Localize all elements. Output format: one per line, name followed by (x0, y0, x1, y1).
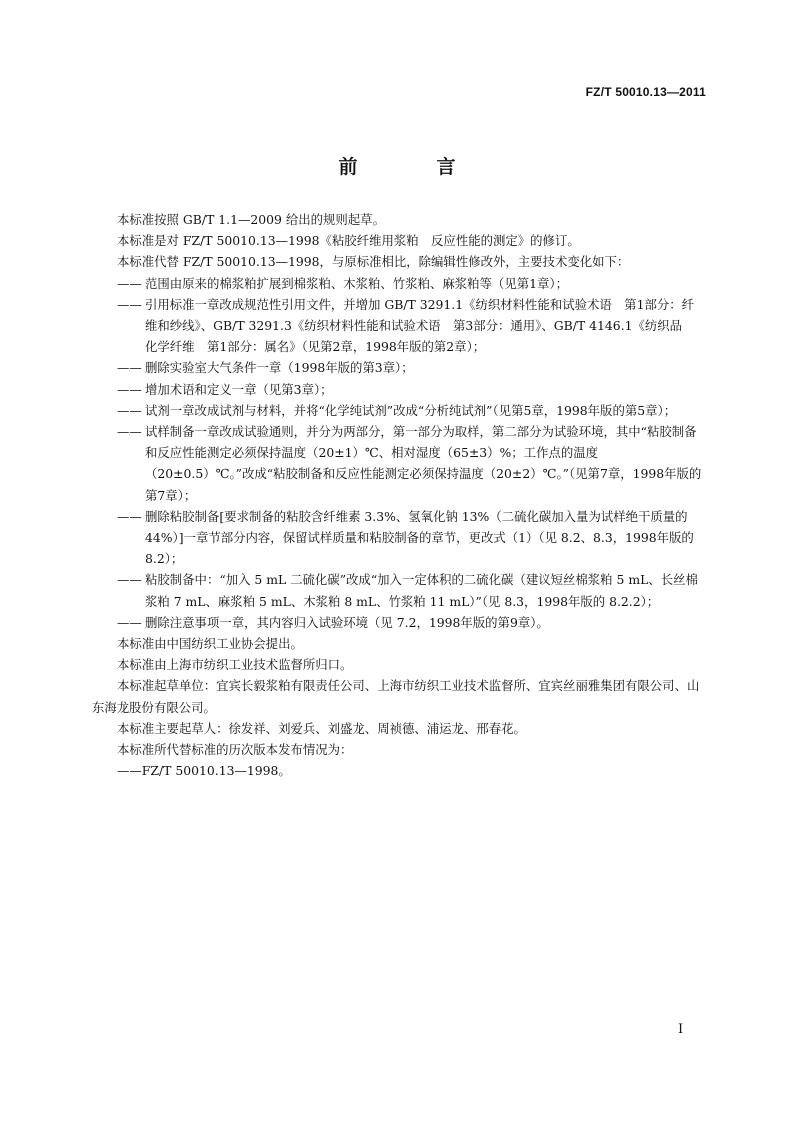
paragraph-history-intro: 本标准所代替标准的历次版本发布情况为： (117, 742, 353, 758)
page-title: 前 言 (338, 156, 486, 178)
list-item (117, 294, 705, 358)
dash-marker: —— (117, 572, 142, 588)
list-item (117, 612, 705, 633)
list-item-text: 试剂一章改成试剂与材料，并将“化学纯试剂”改成“分析纯试剂”（见第5章，1998年版的第5章）； (145, 402, 677, 418)
list-item-text: 删除注意事项一章，其内容归入试验环境（见 7.2，1998年版的第9章）。 (145, 614, 549, 630)
paragraph-drafting-rules: 本标准按照 GB/T 1.1—2009 给出的规则起草。 (117, 212, 385, 227)
list-item-text: 删除实验室大气条件一章（1998年版的第3章）； (145, 360, 414, 376)
document-code: FZ/T 50010.13—2011 (585, 85, 706, 99)
list-item (117, 400, 705, 421)
list-item (117, 273, 705, 294)
paragraph-responsible: 本标准由上海市纺织工业技术监督所归口。 (117, 657, 353, 673)
dash-marker: —— (117, 360, 142, 376)
paragraph-drafters: 本标准主要起草人：徐发祥、刘爱兵、刘盛龙、周祯德、浦运龙、邢春花。 (117, 720, 526, 736)
list-item-text: 试样制备一章改成试验通则，并分为两部分，第一部分为取样，第二部分为试验环境，其中“粘胶制备和反应性能测定必须保持温度（20±1）℃、相对湿度（65±3）%；工作点的温度（20±0.5）℃。”改成“粘胶制备和反应性能测定必须保持温度（20±2）℃。”（见第7章，1998年版的第7章）； (145, 424, 702, 503)
dash-marker: —— (117, 614, 142, 630)
dash-marker: —— (117, 508, 142, 524)
history-item (117, 760, 705, 781)
list-item-text: 引用标准一章改成规范性引用文件，并增加 GB/T 3291.1《纺织材料性能和试验术语 第1部分：纤维和纱线》、GB/T 3291.3《纺织材料性能和试验术语 第3部分：通用》、GB/T 4146.1《纺织品 化学纤维 第1部分：属名》（见第2章，1998年版的第2章）； (145, 296, 695, 355)
dash-marker: —— (117, 275, 142, 291)
page-number: I (678, 1022, 684, 1037)
list-item (117, 569, 705, 611)
foreword-body (92, 209, 705, 781)
paragraph-drafting-units: 本标准起草单位：宜宾长毅浆粕有限责任公司、上海市纺织工业技术监督所、宜宾丝丽雅集团有限公司、山东海龙股份有限公司。 (92, 678, 700, 715)
paragraph-revision: 本标准是对 FZ/T 50010.13—1998《粘胶纤维用浆粕 反应性能的测定》的修订。 (117, 233, 580, 249)
list-item (117, 379, 705, 400)
list-item-text: 增加术语和定义一章（见第3章）； (145, 381, 333, 397)
dash-marker: —— (117, 424, 142, 440)
list-item (117, 357, 705, 378)
paragraph-proposer: 本标准由中国纺织工业协会提出。 (117, 636, 303, 652)
list-item-text: 删除粘胶制备[要求制备的粘胶含纤维素 3.3%、氢氧化钠 13%（二硫化碳加入量为试样绝干质量的 44%）]一章节部分内容，保留试样质量和粘胶制备的章节，更改式（1）（见 8.2、8.3，1998年版的 8.2）； (145, 508, 694, 567)
list-item-text: 粘胶制备中：“加入 5 mL 二硫化碳”改成“加入一定体积的二硫化碳（建议短丝棉浆粕 5 mL、长丝棉浆粕 7 mL、麻浆粕 5 mL、木浆粕 8 mL、竹浆粕 11 mL）”（见 8.3，1998年版的 8.2.2）； (145, 572, 698, 609)
list-item (117, 421, 705, 506)
dash-marker: —— (117, 763, 142, 779)
dash-marker: —— (117, 381, 142, 397)
history-item-text: FZ/T 50010.13—1998。 (141, 763, 291, 779)
list-item (117, 506, 705, 570)
paragraph-replaces: 本标准代替 FZ/T 50010.13—1998，与原标准相比，除编辑性修改外，主要技术变化如下： (117, 254, 630, 270)
changes-list (117, 273, 705, 633)
dash-marker: —— (117, 402, 142, 418)
dash-marker: —— (117, 296, 142, 312)
list-item-text: 范围由原来的棉浆粕扩展到棉浆粕、木浆粕、竹浆粕、麻浆粕等（见第1章）； (145, 275, 568, 291)
